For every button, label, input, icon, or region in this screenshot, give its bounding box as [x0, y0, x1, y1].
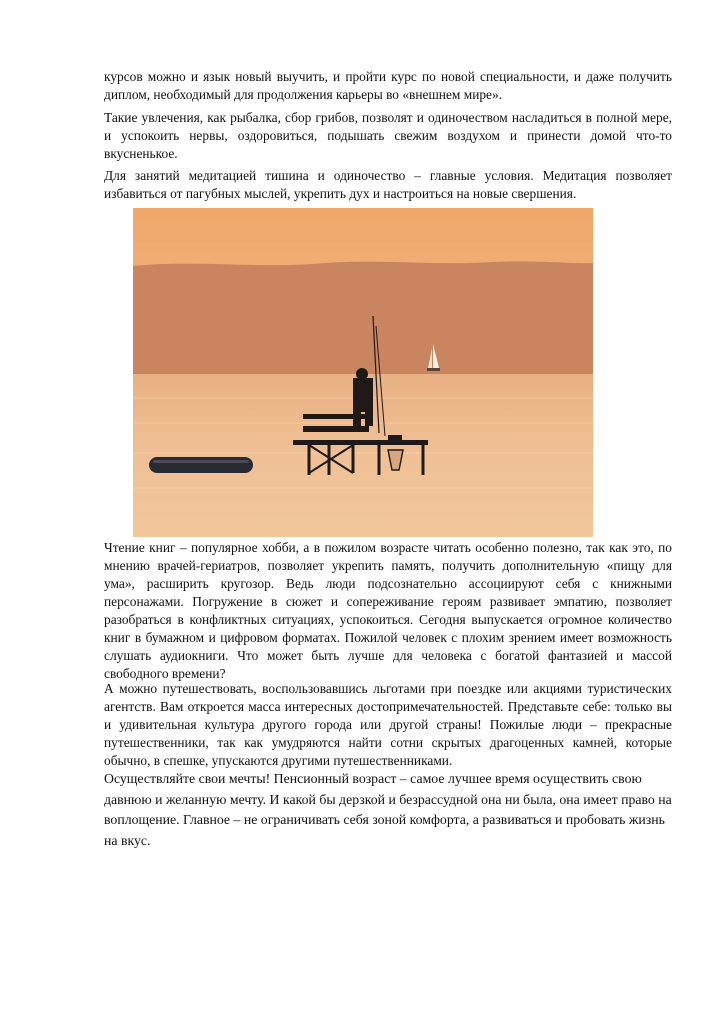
paragraph-reading: Чтение книг – популярное хобби, а в пожилом возрасте читать особенно полезно, так как это, по мнению врачей-гериатров, позволяет укрепить память, получить дополнительную «пищу для ума», расширить кругозор. Ведь люди подсознательно ассоциируют себя с книжными персонажами. Погружение в сюжет и сопереживание героям развивает эмпатию, позволяет разобраться в конфликтных ситуациях, успокоиться. Сегодня выпускается огромное количество книг в бумажном и цифровом форматах. Пожилой человек с плохим зрением имеет возможность слушать аудиокниги. Что может быть лучше для человека с богатой фантазией и массой свободного времени? — [104, 540, 672, 681]
hills — [133, 261, 593, 374]
photo-illustration — [133, 208, 593, 537]
paragraph-dreams: Осуществляйте свои мечты! Пенсионный возраст – самое лучшее время осуществить свою давнюю и желанную мечту. И какой бы дерзкой и безрассудной она ни была, она имеет право на воплощение. Главное – не ограничивать себя зоной комфорта, а развиваться и пробовать жизнь на вкус. — [104, 771, 672, 848]
fishing-sunset-photo — [133, 208, 593, 537]
paragraph-meditation: Для занятий медитацией тишина и одиночество – главные условия. Медитация позволяет избавиться от пагубных мыслей, укрепить дух и настроиться на новые свершения. — [104, 168, 672, 201]
inflatable-boat — [149, 457, 253, 473]
paragraph-courses: курсов можно и язык новый выучить, и пройти курс по новой специальности, и даже получить диплом, необходимый для продолжения карьеры во «внешнем мире». — [104, 69, 672, 102]
paragraph-fishing: Такие увлечения, как рыбалка, сбор грибов, позволят и одиночеством насладиться в полной мере, и успокоить нервы, оздоровиться, подышать свежим воздухом и принести домой что-то вкусненькое. — [104, 110, 672, 161]
paragraph-travel: А можно путешествовать, воспользовавшись льготами при поездке или акциями туристических агентств. Вам откроется масса интересных достопримечательностей. Представьте себе: только вы и удивительная культура другого города или другой страны! Пожилые люди – прекрасные путешественники, так как умудряются найти сотни скрытых драгоценных камней, которые обычно, в спешке, упускаются другими путешественниками. — [104, 681, 672, 768]
